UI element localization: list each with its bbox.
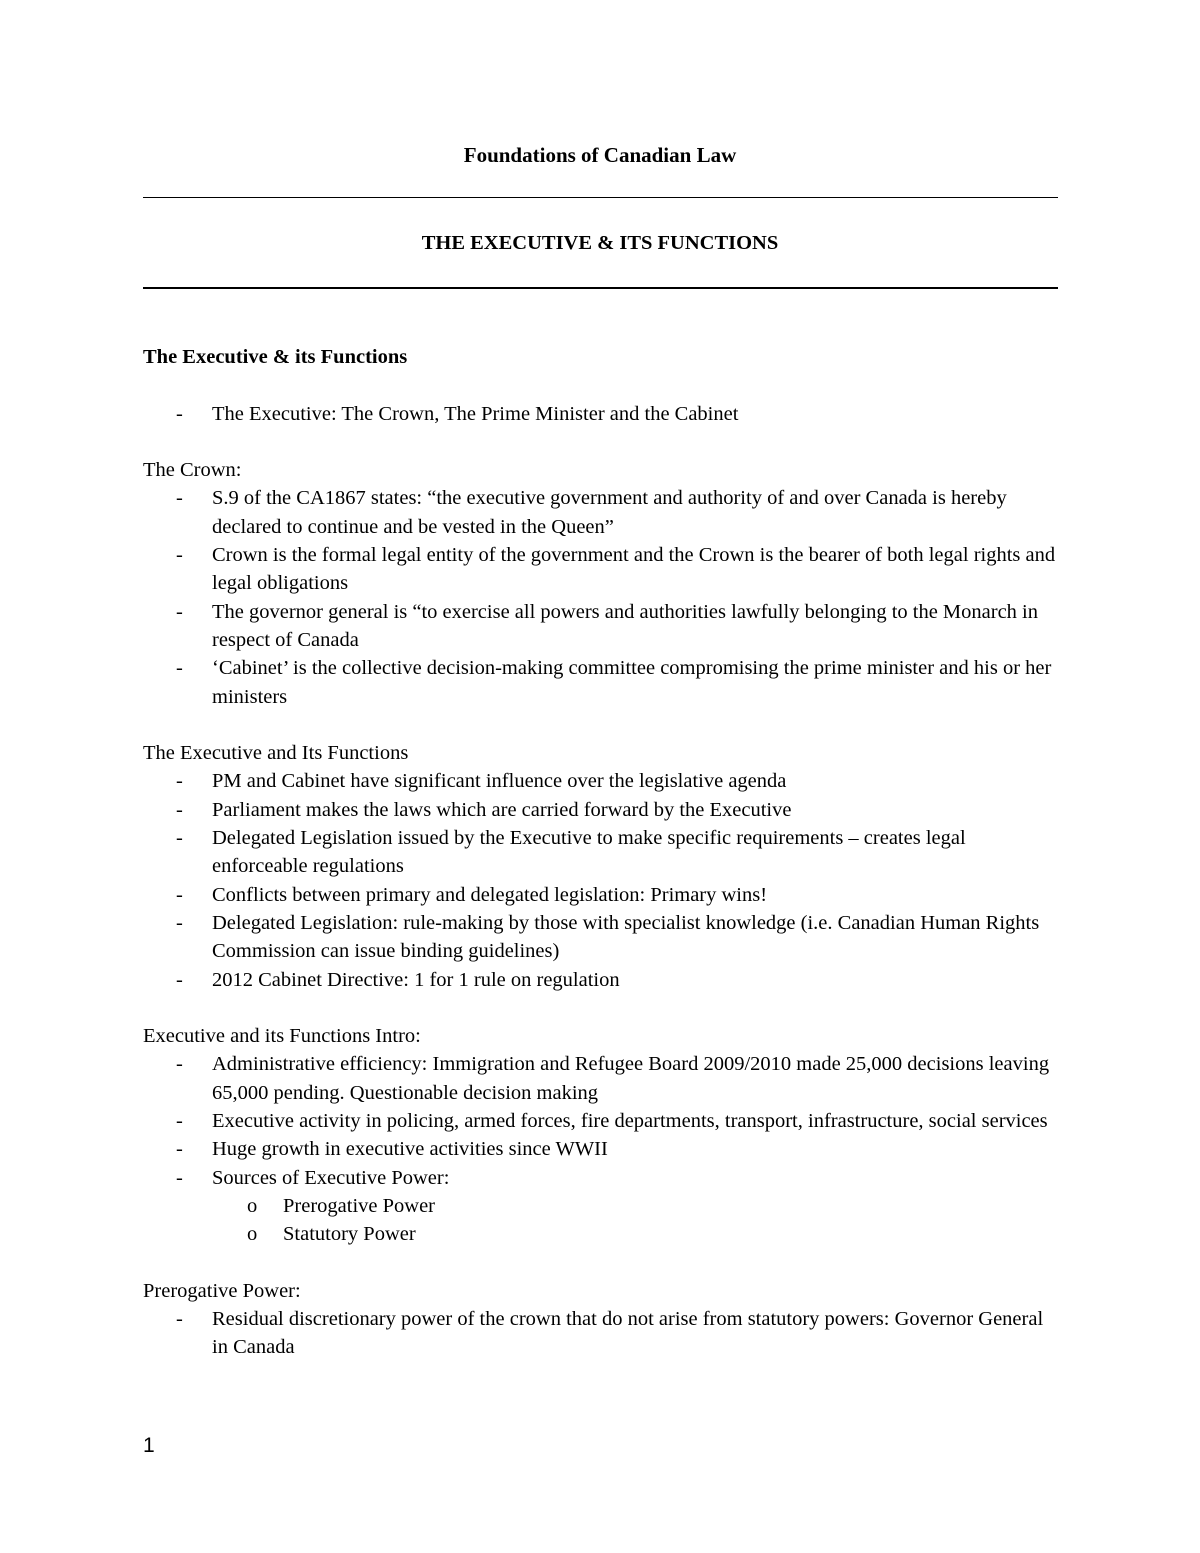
bullet-dash: - [176,911,183,934]
document-title: Foundations of Canadian Law [463,143,737,167]
bullet-dash: - [176,1166,183,1189]
section-divider [143,287,1058,289]
list-item [143,767,1063,795]
list-item-text: The governor general is “to exercise all powers and authorities lawfully belonging to the Monarch in respect of Canada [212,600,1039,651]
list-item-text: ‘Cabinet’ is the collective decision-making committee compromising the prime minister and his or her ministers [212,657,1052,708]
list-item-text: PM and Cabinet have significant influence over the legislative agenda [212,770,787,793]
list-item-text: Crown is the formal legal entity of the government and the Crown is the bearer of both legal rights and legal obligations [212,544,1056,595]
bullet-dash: - [176,968,183,991]
list-item-text: Delegated Legislation: rule-making by those with specialist knowledge (i.e. Canadian Human Rights Commission can issue binding guidelines) [212,911,1040,963]
list-item-text: Conflicts between primary and delegated legislation: Primary wins! [212,883,768,906]
list-item [143,598,1063,655]
section-title: THE EXECUTIVE & ITS FUNCTIONS [421,232,779,254]
list-item-text: Sources of Executive Power: [212,1166,450,1189]
bullet-circle: o [247,1194,258,1217]
bullet-dash: - [176,883,183,906]
bullet-dash: - [176,657,183,680]
sub-list-item [143,1192,1063,1220]
bullet-dash: - [176,798,183,821]
list-item-text: Huge growth in executive activities since WWII [212,1138,608,1161]
bullet-dash: - [176,1138,183,1161]
list-item [143,824,1063,881]
list-item [143,1305,1063,1362]
list-item [143,909,1063,966]
list-item [143,966,1063,994]
list-item [143,654,1063,711]
section-heading: The Crown: [143,459,242,482]
list-item [143,541,1063,598]
bullet-dash: - [176,1053,183,1076]
bullet-dash: - [176,770,183,793]
sub-list-item-text: Statutory Power [283,1223,416,1246]
list-item-text: Administrative efficiency: Immigration and Refugee Board 2009/2010 made 25,000 decisions leaving 65,000 pending. Questionable decision making [212,1053,1050,1104]
page-number: 1 [143,1434,155,1457]
list-item-text: Parliament makes the laws which are carried forward by the Executive [212,798,792,821]
bullet-dash: - [176,827,183,850]
bullet-dash: - [176,1110,183,1133]
bullet-dash: - [176,1308,183,1331]
bullet-dash: - [176,487,183,510]
list-item [143,881,1063,909]
list-item-text: Delegated Legislation issued by the Executive to make specific requirements – creates legal enforceable regulations [212,827,966,878]
bullet-dash: - [176,544,183,567]
list-item [143,1135,1063,1163]
section-heading: The Executive & its Functions [143,346,408,368]
bullet-dash: - [176,600,183,623]
sub-list-item-text: Prerogative Power [283,1194,435,1217]
list-item [143,1050,1063,1107]
document-body [143,343,1063,1362]
bullet-dash: - [176,402,183,425]
list-item [143,484,1063,541]
section-heading: The Executive and Its Functions [143,742,409,765]
section-heading: Executive and its Functions Intro: [143,1025,421,1048]
list-item [143,1107,1063,1135]
list-item-text: Residual discretionary power of the crown that do not arise from statutory powers: Governor General in Canada [212,1308,1044,1359]
list-item-text: Executive activity in policing, armed forces, fire departments, transport, infrastructure, social services [212,1110,1048,1133]
list-item-text: S.9 of the CA1867 states: “the executive government and authority of and over Canada is hereby declared to continue and be vested in the Queen” [212,487,1007,538]
list-item [143,1164,1063,1192]
list-item-text: The Executive: The Crown, The Prime Minister and the Cabinet [212,402,739,425]
list-item-text: 2012 Cabinet Directive: 1 for 1 rule on regulation [212,968,620,991]
title-divider [143,197,1058,198]
sub-list-item [143,1220,1063,1248]
bullet-circle: o [247,1223,258,1246]
list-item [143,400,1063,428]
list-item [143,796,1063,824]
section-heading: Prerogative Power: [143,1279,301,1302]
